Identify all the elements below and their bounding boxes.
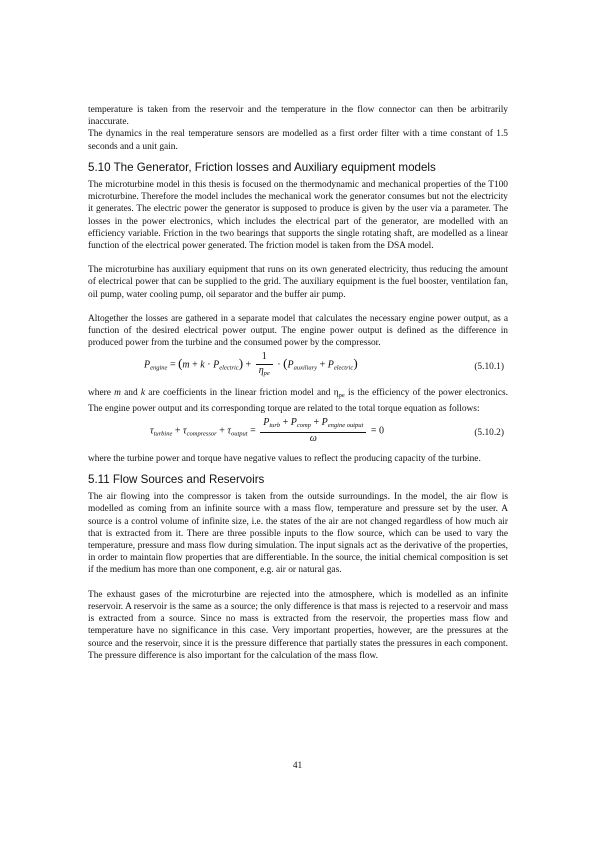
paragraph: where the turbine power and torque have negative values to reflect the producing capacity of the turbine. (88, 453, 481, 464)
section-heading-5-11: 5.11 Flow Sources and Reservoirs (88, 473, 265, 487)
page-number: 41 (292, 761, 303, 771)
paragraph: The air flowing into the compressor is taken from the outside surroundings. In the model, the air flow is modelled as coming from an infinite source with a mass flow, temperature and pressure set by the user. A source is a control volume of infinite size, i.e. the states of the air are not changed regardless of how much air that is extracted from it. There are three possible inputs to the flow source, which can be used to vary the temperature, pressure and mass flow during simulation. The input signals act as the derivative of the properties, in order to maintain flow properties that are differentiable. In the source, the initial chemical composition is set if the medium has more than one component, e.g. air or natural gas. (88, 492, 508, 576)
paragraph: The microturbine model in this thesis is focused on the thermodynamic and mechanical properties of the T100 microturbine. Therefore the model includes the mechanical work the generator consumes but not the electricity it generates. The electric power the generator is supposed to produce is given by the user via a parameter. The losses in the power electronics, which includes the electrical part of the generator, are modelled with an efficiency variable. Friction in the two bearings that supports the single rotating shaft, are modelled as a linear function of the electrical power generated. The friction model is taken from the DSA model. (88, 180, 508, 252)
equation-number: (5.10.2) (474, 427, 504, 438)
equation-formula: $\tau_{turbine} + \tau_{compressor} + \tau_{output}$ = $\frac{P_{turb} + P_{comp} + P_{engine output}}{\omega}$ = 0 (150, 416, 384, 445)
subscript: pe (338, 392, 345, 400)
equation-number: (5.10.1) (474, 362, 504, 373)
equation-formula: $P_{engine} = (m + k \cdot P_{electric})$ + $\frac{1}{\eta_{pe}}$ · $(P_{auxiliary} + P_{electric})$ (144, 351, 358, 377)
paragraph: temperature is taken from the reservoir and the temperature in the flow connector can then be arbitrarily inaccurate. (88, 105, 508, 128)
paragraph: Altogether the losses are gathered in a separate model that calculates the necessary engine power output, as a function of the desired electrical power output. The engine power output is defined as the difference in produced power from the turbine and the consumed power by the compressor. (88, 313, 508, 349)
text-run: and (120, 388, 141, 399)
symbol-m: m (114, 388, 121, 399)
page-body (88, 104, 508, 662)
symbol-k: k (140, 388, 146, 399)
paragraph (88, 387, 508, 414)
section-heading-5-10: 5.10 The Generator, Friction losses and Auxiliary equipment models (88, 160, 436, 174)
paragraph: The microturbine has auxiliary equipment that runs on its own generated electricity, thus reducing the amount of electrical power that can be supplied to the grid. The auxiliary equipment is the fuel booster, ventilation fan, oil pump, water cooling pump, oil separator and the buffer air pump. (88, 265, 508, 300)
equation-5-10-1 (88, 349, 508, 387)
paragraph: The exhaust gases of the microturbine are rejected into the atmosphere, which is modelled as an infinite reservoir. A reservoir is the same as a source; the only difference is that mass is rejected to a reservoir and mass is extracted from a source. Since no mass is extracted from the reservoir, the properties mass flow and temperature have no significance in this case. Very important properties, however, are the pressures at the source and the reservoir, since it is the pressure difference that partially states the pressures in each component. The pressure difference is also important for the calculation of the mass flow. (88, 589, 508, 661)
text-run: is the efficiency of the power electronics. The engine power output and its corresponding torque are related to the total torque equation as follows: (88, 388, 508, 414)
paragraph: The dynamics in the real temperature sensors are modelled as a first order filter with a time constant of 1.5 seconds and a unit gain. (88, 129, 508, 152)
equation-5-10-2 (88, 415, 508, 453)
text-run: where (88, 388, 115, 399)
text-run: are coefficients in the linear friction model and η (145, 388, 339, 399)
